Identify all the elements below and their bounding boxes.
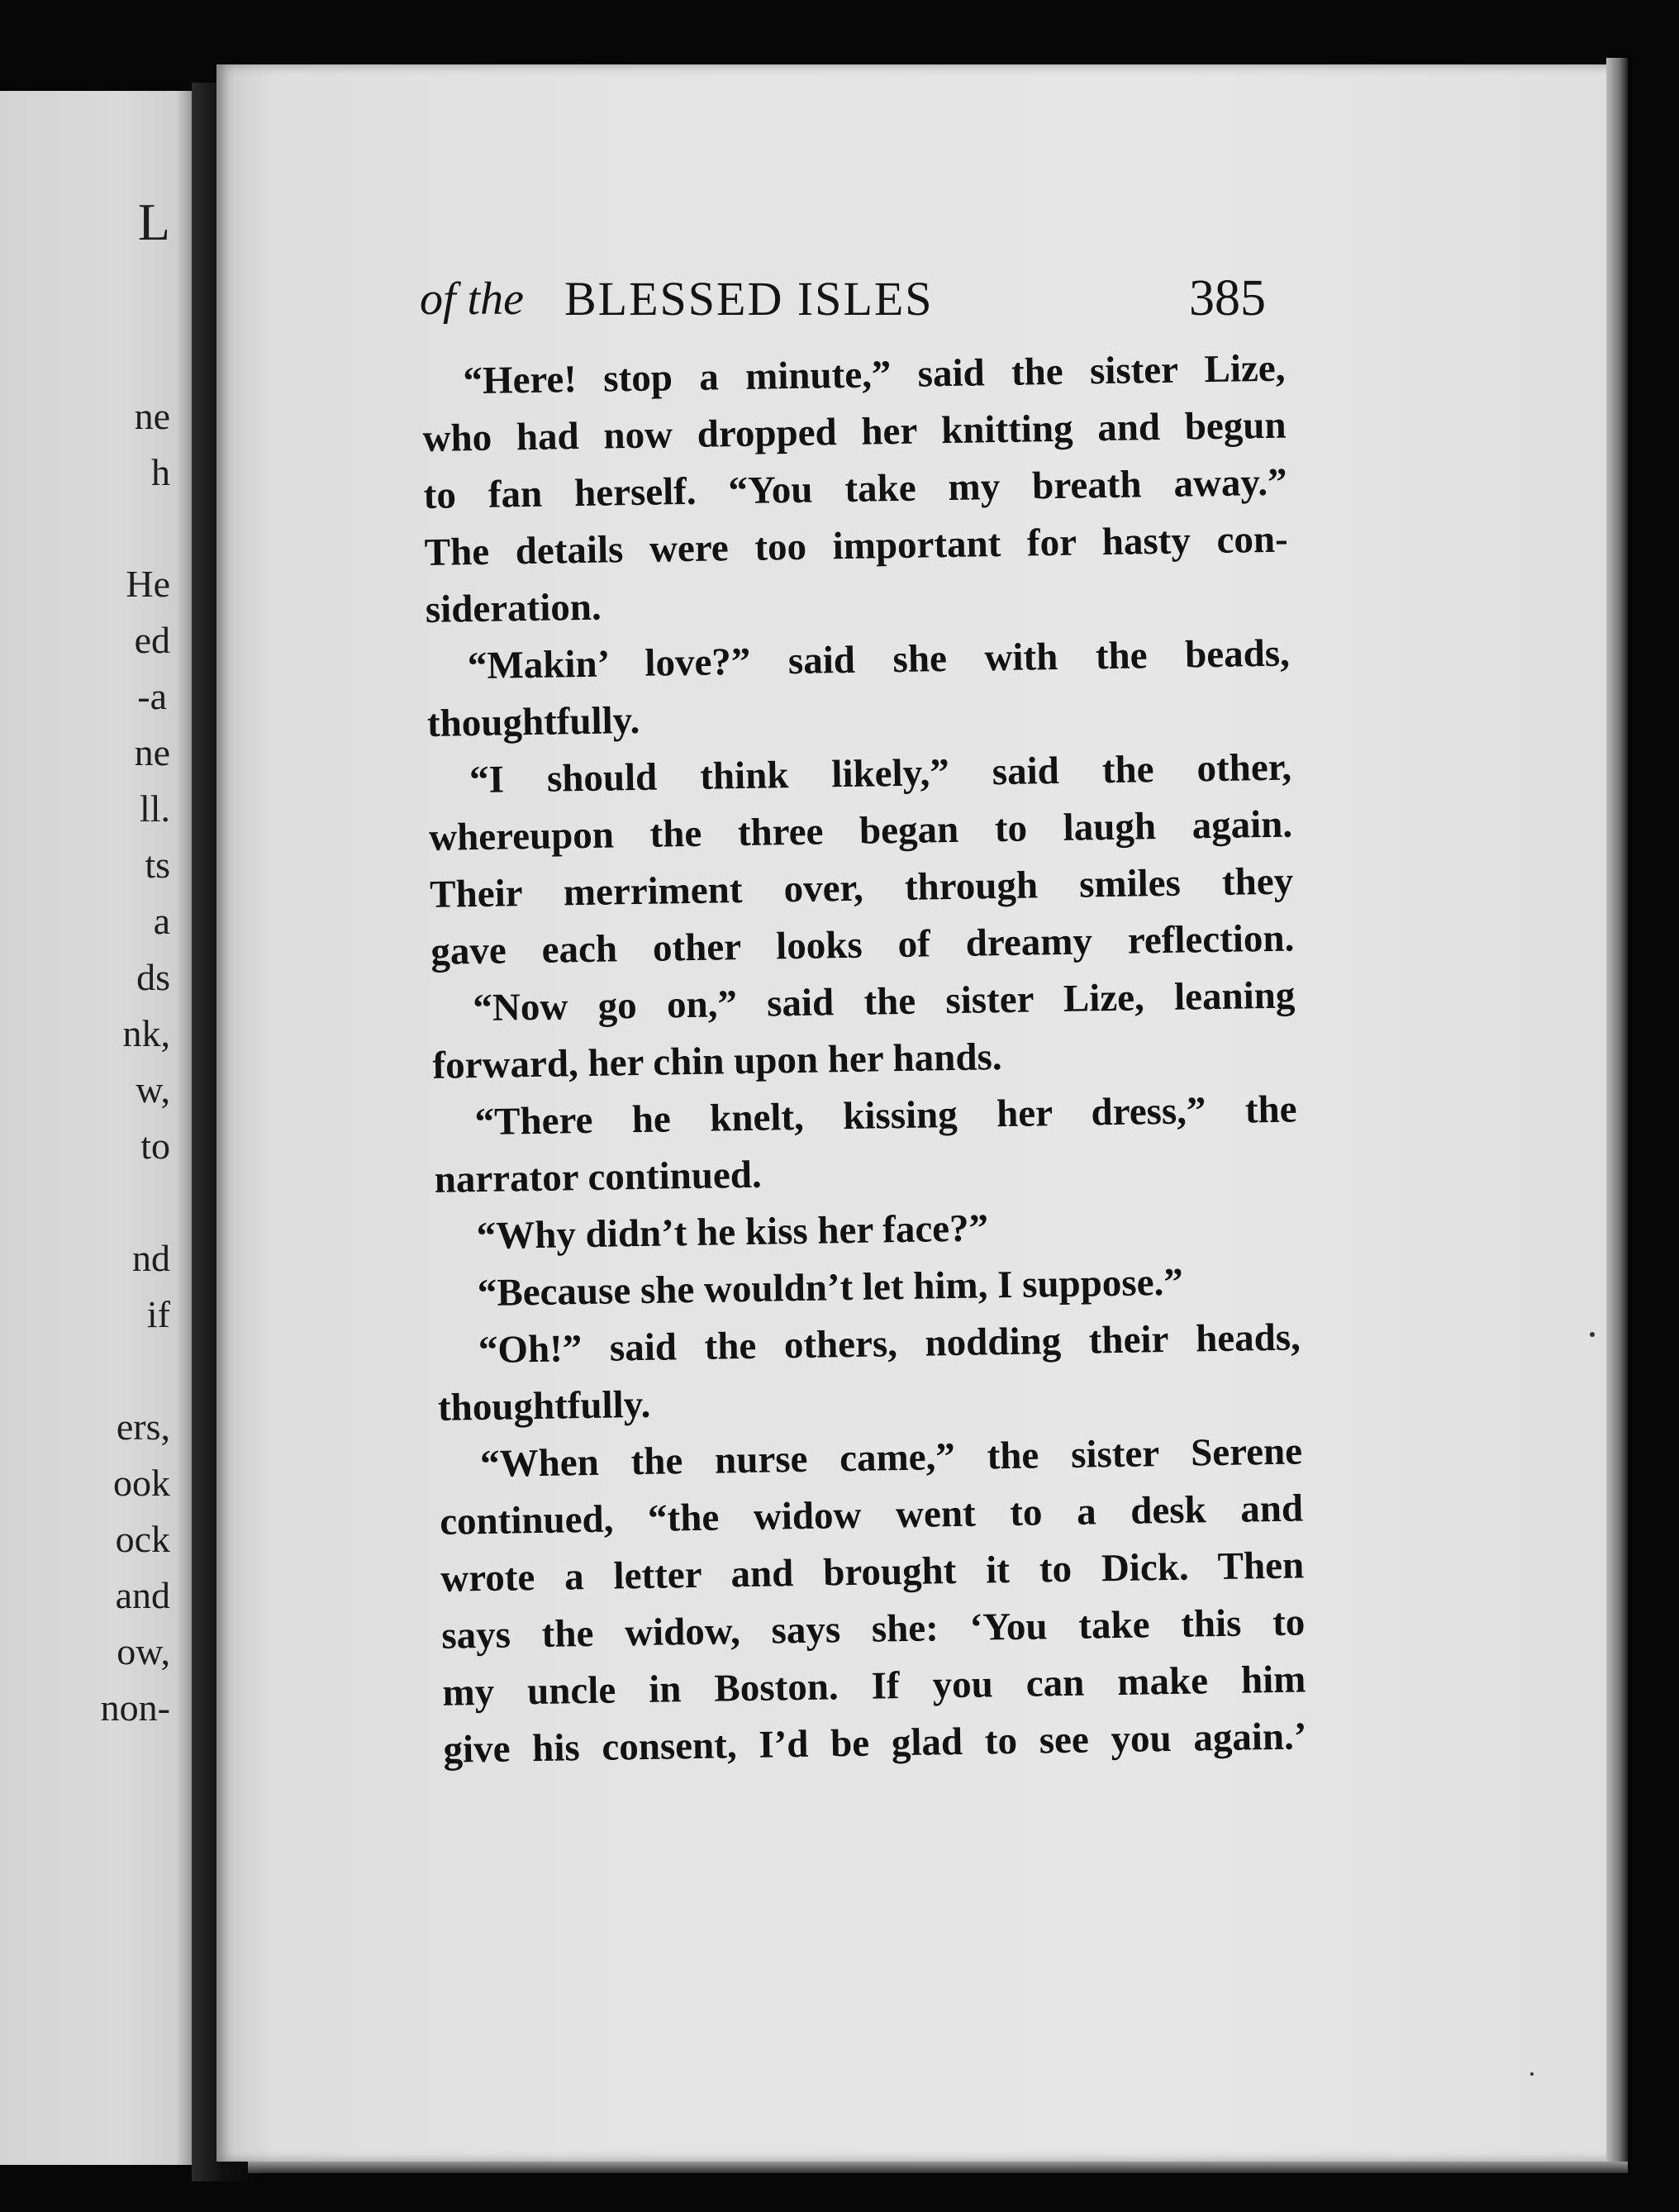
text-line: narrator continued. (434, 1153, 763, 1201)
page-number: 385 (1189, 270, 1266, 326)
text-line: “There he knelt, kissing her dress,” the (474, 1087, 1297, 1144)
body-text (421, 340, 1307, 1779)
running-head-title: BLESSED ISLES (564, 272, 934, 326)
previous-page-text-fragment: ow, (117, 1630, 170, 1672)
text-line: gave each other looks of dreamy reflection. (430, 916, 1295, 973)
previous-page-text-fragment: -a (137, 675, 167, 717)
text-line: “Makin’ love?” said she with the beads, (467, 631, 1291, 688)
text-line: “Why didn’t he kiss her face?” (476, 1206, 989, 1258)
previous-page-text-fragment: w, (136, 1068, 170, 1111)
text-line: wrote a letter and brought it to Dick. Then (440, 1544, 1305, 1601)
text-line: “Oh!” said the others, nodding their heads, (478, 1315, 1301, 1372)
text-line: forward, her chin upon her hands. (432, 1035, 1002, 1087)
text-line: The details were too important for hasty con- (424, 517, 1289, 574)
previous-page-text-fragment: to (140, 1125, 170, 1167)
previous-page-text-fragment: ds (136, 956, 170, 998)
text-line: give his consent, I’d be glad to see you again.’ (443, 1715, 1307, 1772)
text-line: whereupon the three began to laugh again. (428, 802, 1293, 859)
text-line: Their merriment over, through smiles they (429, 859, 1294, 916)
text-line: my uncle in Boston. If you can make him (442, 1658, 1306, 1715)
previous-page-text-fragment: non- (100, 1686, 170, 1729)
previous-page-text-fragment: ock (115, 1518, 170, 1560)
previous-page-text-fragment: if (146, 1293, 170, 1335)
text-line: who had now dropped her knitting and begun (422, 403, 1287, 460)
previous-page-text-fragment: nk, (122, 1012, 170, 1054)
text-line: “Now go on,” said the sister Lize, leaning (473, 973, 1296, 1030)
text-line: “Here! stop a minute,” said the sister Lize, (463, 346, 1286, 403)
text-line: “Because she wouldn’t let him, I suppose.” (477, 1260, 1184, 1315)
previous-page-text-fragment: ll. (139, 787, 170, 830)
previous-page-text-fragment: a (153, 900, 170, 942)
previous-page-text-fragment: and (115, 1574, 170, 1616)
text-line: thoughtfully. (426, 698, 640, 745)
previous-page-text-fragment: ook (113, 1462, 170, 1504)
previous-page-edge (0, 91, 192, 2165)
previous-page-text-fragment: ts (145, 844, 170, 886)
text-line: sideration. (425, 585, 602, 631)
text-line: “I should think likely,” said the other, (469, 745, 1292, 802)
dust-speck (1590, 1332, 1595, 1337)
running-head-prefix: of the (420, 274, 524, 325)
previous-page-text-fragment: ers, (116, 1406, 170, 1448)
previous-page-text-fragment: nd (132, 1237, 170, 1279)
previous-page-text-fragment: h (151, 451, 170, 493)
previous-page-text-fragment: L (137, 193, 170, 251)
dust-speck (1530, 2072, 1534, 2076)
text-line: says the widow, says she: ‘You take this to (440, 1601, 1306, 1658)
previous-page-text-fragment: ne (134, 395, 170, 437)
previous-page-text-fragment: ed (134, 619, 170, 661)
page-fore-edge (1606, 58, 1628, 2173)
text-line: thoughtfully. (437, 1382, 651, 1429)
text-line: to fan herself. “You take my breath away.” (423, 460, 1287, 517)
text-line: “When the nurse came,” the sister Serene (479, 1429, 1303, 1487)
previous-page-text-fragment: He (126, 563, 170, 605)
running-head (420, 263, 1266, 337)
previous-page-text-fragment: ne (134, 731, 170, 773)
text-line: continued, “the widow went to a desk and (439, 1487, 1304, 1544)
page-bottom-edge (248, 2162, 1628, 2173)
